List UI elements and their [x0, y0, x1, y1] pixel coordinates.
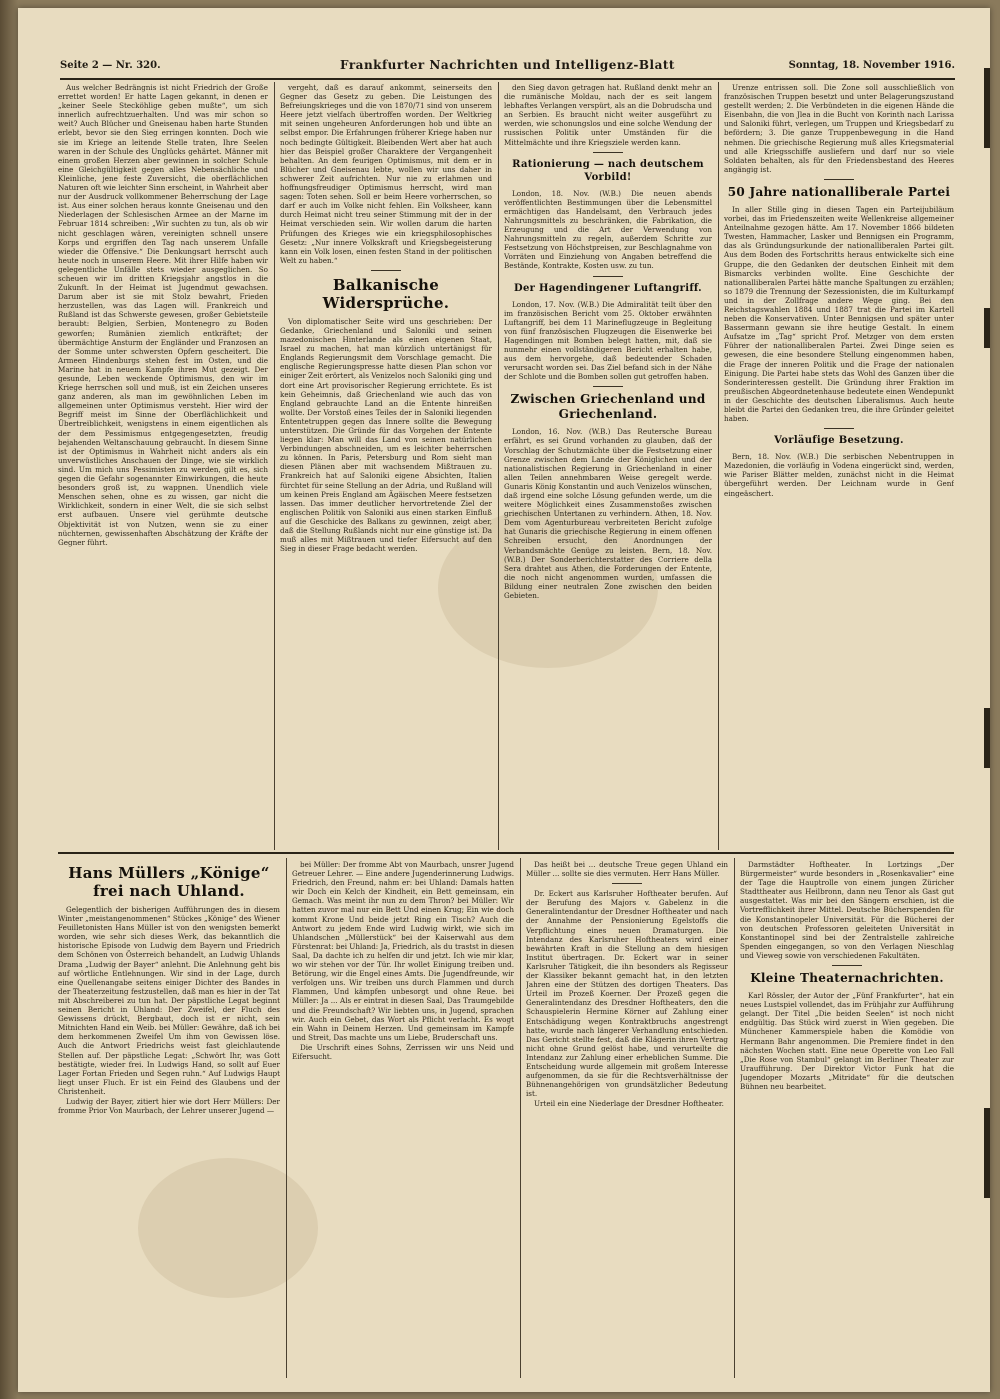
article-text: Das heißt bei ... deutsche Treue gegen Uhland ein Müller ... sollte sie dies vermuten. Herr Hans Müller. — [526, 860, 728, 879]
article-headline: Balkanische Widersprüche. — [322, 275, 450, 312]
lower-column-4 — [740, 860, 954, 1380]
article-text: Aus welcher Bedrängnis ist nicht Friedrich der Große errettet worden! Er hatte Lagen gekannt, in denen er „keiner Seele Stecköhlige geben mußte“, um sich innerlich aufrechtzuerhalten. Und was mir schon so weit? Auch Blücher und Gneisenau haben harte Stunden erlebt, bevor sie den Sieg erringen konnten. Doch wie sie im Kriege an leitende Stelle traten, Ihre Seelen waren in der Schule des Unglücks gehärtet. Männer mit einem großen Herzen aber gewinnen in solcher Schule eine Gleichgültigkeit gegen alles Nebensächliche und Kleinliche, jene feste Zuversicht, die oberflächlichen Naturen oft wie leichter Sinn erscheint, in Wahrheit aber nur der Ausdruck vollkommener Beherrschung der Lage ist. Aus einer solchen heraus konnte Gneisenau und den Niederlagen der Schlesischen Armee an der Marne im Februar 1814 schreiben: „Wir suchten zu tun, als ob wir nicht geschlagen wären, vereinigten schnell unsere Korps und ergriffen den Tag nach unserem Unfalle wieder die Offensive.“ Die Denkungsart herrscht auch heute noch in unserem Heere. Mit ihrer Hilfe haben wir gelegentliche Unfälle stets wieder ausgeglichen. So scheuen wir im dritten Kriegsjahr angstlos in die Zukunft. In der Heimat ist Jugendmut gewachsen. Darum aber ist sie mit Stolz bewahrt, Frieden herzustellen, was das Lagen will. Frankreich und Rußland ist das Schwerste gewesen, großer Gebietsteile beraubt: Belgien, Serbien, Montenegro zu Boden geworfen; Rumänien ziemlich entkräftet; der übermächtige Ansturm der Engländer und Franzosen an der Somme unter schwersten Opfern gescheitert. Die Armeen Hindenburgs stehen fest im Osten, und die Marine hat in neuem Kampfe ihren Mut gezeigt. Der gesunde, Leben weckende Optimismus, den wir im Kriege herrschen soll und muß, ist ein Zeichen unseres ganz anderen, als man im gewöhnlichen Leben im allgemeinen unter Optimismus versteht. Hier wird der Begriff meist im Sinne der Oberflächlichkeit und Übertreiblichkeit, wenigstens in einem eigentlichen als der dem Pessimismus entgegengesetzten, freudig bejahenden Weltanschauung gebraucht. In diesem Sinne ist der Optimismus in Wahrheit nicht anders als ein unverwüstliches Anschauen der Dinge, wie sie wirklich sind. Um mich uns Pessimisten zu werden, gilt es, sich gegen die Gefahr sogenannter Einwirkungen, die heute besonders groß ist, zu wappnen. Unendlich viele Menschen sehen, ohne es zu wissen, gar nicht die Wirklichkeit, sondern in einer Welt, die sie sich selbst erst aufbauen. Unsere viel gerühmte deutsche Objektivität ist von Nutzen, wenn sie zu einer nüchternen, gewissenhaften Abschätzung der Kräfte der Gegner führt. — [58, 83, 268, 547]
newspaper-page — [18, 8, 990, 1392]
separator — [612, 883, 642, 884]
separator — [593, 276, 623, 277]
article-text: Darmstädter Hoftheater. In Lortzings „Der Bürgermeister“ wurde besonders in „Rosenkavalier“ eine der Tage die Hauptrolle von einem jungen Züricher Stadttheater aus Heilbronn, dann neu Tenor als Gast gut ausgestattet. Was mir bei den Sängern erschien, ist die Vortrefflichkeit ihrer Mittel. Deutsche Bücherspenden für die Konstantinopeler Universität. Für die Bücherei der von deutschen Professoren geleiteten Universität in Konstantinopel sind bei der Zentralstelle zahlreiche Spenden eingegangen, so von den Verlagen Nieschlag und Vieweg sowie von verschiedenen Fakultäten. — [740, 860, 954, 960]
article-text: vergeht, daß es darauf ankommt, seinerseits den Gegner das Gesetz zu geben. Die Leistungen des Befreiungskrieges und die von 1870/71 sind von unserem Heere jetzt vielfach übertroffen worden. Der Weltkrieg mit seinen ungeheuren Anforderungen hob und übte an selbst empor. Die Erfahrungen früherer Kriege haben nur noch bedingte Gültigkeit. Bleibenden Wert aber hat auch hier das Beispiel großer Charaktere der Vergangenheit behalten. An dem feurigen Optimismus, mit dem er in Blücher und Gneisenau lebte, wollen wir uns daher in schwerer Zeit aufrichten. Nur nie zu erlahmen und hoffnungsfreudiger Optimismus herrscht, wird man sagen: Toten sehen. Soll er beim Heere vorherrschen, so darf er auch im Volke nicht fehlen. Ein Volksheer, kann durch Heimat nicht treu seiner Stimmung mit der in der Heimat verschieden sein. Wir wollen darum die harten Prüfungen des Krieges wie ein kriegsphilosophisches Gesetz: „Nur innere Volkskraft und Kriegsbegeisterung kann ein Volk losen, einen festen Stand in der politischen Welt zu haben.“ — [280, 83, 492, 265]
edge-mark — [984, 708, 990, 768]
lower-column-1 — [58, 860, 280, 1380]
article-text: In aller Stille ging in diesen Tagen ein Parteijubiläum vorbei, das im Friedenszeiten weite Wellenkreise allgemeiner Anteilnahme gezogen hätte. Am 17. November 1866 bildeten Twesten, Hammacher, Lasker und Bennigsen ein Programm, das als Gründungsurkunde der nationalliberalen Partei gilt. Aus dem Boden des Fortschritts heraus entwickelte sich eine Gruppe, die den Gedanken der deutschen Einheit mit dem Bismarcks verbinden wollte. Eine Geschichte der nationalliberalen Partei hätte manche Spaltungen zu erzählen; so 1879 die Trennung der Sezessionisten, die im Kulturkampf und in der Zollfrage andere Wege ging. Bei den Reichstagswahlen 1884 und 1887 trat die Partei im Kartell neben die Konservativen. Unter Bennigsen und später unter Bassermann gewann sie ihre heutige Gestalt. In einem Aufsatze im „Tag“ spricht Prof. Metzger von dem ersten Führer der nationalliberalen Partei. Zwei Dinge seien es gewesen, die eine besondere Stellung eingenommen haben, die Frage der inneren Politik und die Frage der nationalen Einigung. Die Partei habe stets das Wohl des Ganzen über die Sonderinteressen gestellt. Die Gründung ihrer Fraktion im preußischen Abgeordnetenhause bedeutete einen Wendepunkt in der Geschichte des deutschen Liberalismus. Auch heute bleibt die Partei den Gedanken treu, die ihre Gründer geleitet haben. — [724, 204, 954, 424]
article-text: den Sieg davon getragen hat. Rußland denkt mehr an die rumänische Moldau, nach der es seit langem lebhaftes Verlangen verspürt, als an die Dobrudscha und an Serbien. Es braucht nicht weiter ausgeführt zu werden, wie schonungslos und eine solche Wendung der russischen Politik unter Umständen für die Mittelmächte und ihre Kriegsziele werden kann. — [504, 83, 712, 147]
masthead-bar — [60, 58, 955, 80]
separator — [824, 179, 854, 180]
article-headline: Hans Müllers „Könige“ frei nach Uhland. — [68, 864, 270, 900]
article-text: Dr. Eckert aus Karlsruher Hoftheater berufen. Auf der Berufung des Majors v. Gabelenz in die Generalintendantur der Dresdner Hoftheater und nach der Annahme der Pensionierung Egelstoffs die Verpflichtung eines neuen Dramaturgen. Die Intendanz des Karlsruher Hoftheaters wird einer bewährten Kraft in die Stellung an dem hiesigen Institut übertragen. Dr. Eckert war in seiner Karlsruher Tätigkeit, die ihn besonders als Regisseur der Klassiker bekannt gemacht hat, in den letzten Jahren eine der Stützen des dortigen Theaters. Das Urteil im Prozeß Koerner. Der Prozeß gegen die Generalintendanz des Dresdner Hoftheaters, den die Schauspielerin Hermine Körner auf Zahlung einer Entschädigung wegen Kontraktbruchs angestrengt hatte, wurde nach längerer Verhandlung entschieden. Das Gericht stellte fest, daß die Klägerin ihren Vertrag nicht ohne Grund gelöst habe, und verurteilte die Intendanz zur Zahlung einer erheblichen Summe. Die Entscheidung wurde allgemein mit großem Interesse aufgenommen, da sie für die Rechtsverhältnisse der Bühnenangehörigen von grundsätzlicher Bedeutung ist. — [526, 889, 728, 1099]
article-headline: Vorläufige Besetzung. — [774, 435, 904, 447]
article-text: Von diplomatischer Seite wird uns geschrieben: Der Gedanke, Griechenland und Saloniki und seinen mazedonischen Hinterlande als einen eigenen Staat, Israel zu machen, hat man kürzlich untertänigst für Englands Regierungsmit dem Vorschlage gemacht. Die englische Regierungspresse hatte diesen Plan schon vor einiger Zeit erörtert, als Venizelos noch Saloniki ging und dort eine Art provisorischer Regierung errichtete. Es ist kein Geheimnis, daß Griechenland wie auch das von England gebrauchte Land an die Entente hinreißen wollte. Der Vorstoß eines Teiles der in Saloniki liegenden Ententetruppen gegen das Innere sollte die Bewegung unterstützen. Die Gründe für das Vorgehen der Entente liegen klar: Man will das Land von seinen natürlichen Verbindungen abschneiden, um es leichter beherrschen zu können. In Paris, Petersburg und Rom sieht man diesen Plänen aber mit wachsendem Mißtrauen zu. Frankreich hat auf Saloniki eigene Absichten, Italien fürchtet für seine Stellung an der Adria, und Rußland will um keinen Preis England am Ägäischen Meere festsetzen lassen. Das immer deutlicher hervortretende Ziel der englischen Politik von Saloniki aus einen starken Einfluß auf die Geschicke des Balkans zu gewinnen, zeigt aber, daß die Stellung Rußlands nicht nur eine günstige ist. Da muß alles mit Mißtrauen und tiefer Eifersucht auf den Sieg in dieser Frage bedacht werden. — [280, 316, 492, 554]
article-headline: Zwischen Griechenland und Griechenland. — [510, 392, 706, 422]
article-headline: Rationierung — nach deutschem Vorbild! — [512, 158, 704, 183]
column-rule — [734, 858, 735, 1378]
column-rule — [498, 82, 499, 850]
article-text: London, 16. Nov. (W.B.) Das Reutersche Bureau erfährt, es sei Grund vorhanden zu glauben, daß der Vorschlag der Schutzmächte über die Festsetzung einer Grenze zwischen dem Lande der Königlichen und der nationalistischen Regierung in Griechenland in einer allen Teilen annehmbaren Weise geregelt werde. Gunaris König Konstantin und auch Venizelos wünschen, daß irgend eine solche Lösung gefunden werde, um die weitere Möglichkeit eines Zusammenstoßes zwischen griechischen Untertanen zu verhindern. Athen, 18. Nov. Dem vom Agenturbureau verbreiteten Bericht zufolge hat Gunaris die griechische Regierung in einem offenen Schreiben ersucht, den Anordnungen der Verbandsmächte Genüge zu leisten. Bern, 18. Nov. (W.B.) Der Sonderberichterstatter des Corriere della Sera drahtet aus Athen, die Forderungen der Entente, die noch nicht angenommen wurden, umfassen die Bildung einer neutralen Zone zwischen den beiden Gebieten. — [504, 427, 712, 601]
article-text: Urteil ein eine Niederlage der Dresdner Hoftheater. — [534, 1099, 724, 1109]
column-4 — [724, 83, 954, 848]
separator — [824, 428, 854, 429]
page-binding-edge — [0, 0, 18, 1399]
article-text: London, 18. Nov. (W.B.) Die neuen abends veröffentlichten Bestimmungen über die Lebensmittel ermächtigen das Handelsamt, den Verbrauch jedes Nahrungsmittels zu beschränken, die Fabrikation, die Erzeugung und die Art der Verwendung von Nahrungsmitteln zu regeln, außerdem Schritte zur Festsetzung von Höchstpreisen, zur Beschlagnahme von Vorräten und Einziehung von Angaben betreffend die Bestände, Kontrakte, Kosten usw. zu tun. — [504, 188, 712, 271]
column-rule — [520, 858, 521, 1378]
article-text: Ludwig der Bayer, zitiert hier wie dort Herr Müllers: Der fromme Prior Von Maurbach, der Lehrer unserer Jugend — — [58, 1096, 280, 1116]
separator — [832, 965, 862, 966]
article-text: Karl Rössler, der Autor der „Fünf Frankfurter“, hat ein neues Lustspiel vollendet, das im Frühjahr zur Aufführung gelangt. Der Titel „Die beiden Seelen“ ist noch nicht endgültig. Das Stück wird zuerst in Wien gegeben. Die Münchener Kammerspiele haben die Komödie von Hermann Bahr angenommen. Die Premiere findet in den nächsten Wochen statt. Eine neue Operette von Leo Fall „Die Rose von Stambul“ gelangt im Berliner Theater zur Uraufführung. Der Direktor Victor Funk hat die Jugendoper Mozarts „Mitridate“ für die deutschen Bühnen neu bearbeitet. — [740, 991, 954, 1091]
newspaper-title: Frankfurter Nachrichten und Intelligenz-Blatt — [340, 58, 675, 72]
separator — [371, 270, 401, 271]
issue-date: Sonntag, 18. November 1916. — [788, 60, 955, 71]
lower-column-3 — [526, 860, 728, 1380]
article-headline: 50 Jahre nationalliberale Partei — [727, 184, 951, 199]
article-text: Urenze entrissen soll. Die Zone soll ausschließlich von französischen Truppen besetzt und unter Belagerungszustand gestellt werden; 2. Die Verbündeten in die eigenen Hände die Eisenbahn, die von Jlea in die Bucht von Korinth nach Larissa und Saloniki führt, verlegen, um Truppen und Kriegsbedarf zu befördern; 3. Die ganze Truppenbewegung in die Hand nehmen. Die griechische Regierung muß alles Kriegsmaterial und alle Kriegsschiffe ausliefern und darf nur so viele Soldaten behalten, als für den Friedensbestand des Heeres angängig ist. — [724, 83, 954, 174]
column-rule — [286, 858, 287, 1378]
article-text: bei Müller: Der fromme Abt von Maurbach, unsrer Jugend Getreuer Lehrer. — Eine andere Jugenderinnerung Ludwigs. Friedrich, den Freund, nahm er: bei Uhland: Damals hatten wir Doch ein Kelch der Kindheit, ein Bett gemeinsam, ein Gemach. Was meint ihr nun zu dem Thron? bei Müller: Wir hatten zuvor mal nur ein Bett Und einen Krug; Ein wie doch kommt Krone Und beide jetzt Ring ein Tisch? Auch die Antwort zu jedem Ende wird Ludwig wirkt, wie sich im Uhlandschen „Müllerstück“ bei der Kaiserwahl aus dem Fürstenrat: bei Uhland: Ja, Friedrich, als du trastst in diesen Saal, Da dachte ich zu helfen dir und jetzt. Ich wie mir klar, wo wir stehen vor der Tür. Ihr wollet Einigung treiben und. Betörung, wir die Engel eines Amts. Die Jugendfreunde, wir verfolgen uns. Wir treiben uns durch Flammen und durch Flammen, Und kämpfen unbesorgt und ohne Reue. bei Müller: Ja ... Als er eintrat in diesen Saal, Das Traumgebilde und die Freundschaft? Wir liebten uns, in Jugend, sprachen wir. Auch ein Gebet, das Wort als Pflicht verlacht. Es wogt ein Wahn in Deinem Herzen. Und gemeinsam im Kampfe und Streit, Das machte uns um Liebe, Bruderschaft uns. — [292, 860, 514, 1042]
column-2 — [280, 83, 492, 848]
lower-column-2 — [292, 860, 514, 1380]
column-1 — [58, 83, 268, 848]
section-divider — [58, 852, 954, 854]
edge-mark — [984, 1108, 990, 1198]
separator — [593, 152, 623, 153]
separator — [593, 386, 623, 387]
article-text: Gelegentlich der bisherigen Aufführungen des in diesem Winter „meistangenommenen“ Stückes „Könige“ des Wiener Feuilletonisten Hans Müller ist von den wenigsten bemerkt worden, wie sehr sich dieses Werk, das bekanntlich die historische Episode von Ludwig dem Bayern und Friedrich dem Schönen von Österreich behandelt, an Ludwig Uhlands Drama „Ludwig der Bayer“ anlehnt. Die Anlehnung geht bis auf wörtliche Entlehnungen. Wir sind in der Lage, durch eine Quellenangabe seitens einiger Dichter des Bandes in der Theaterzeitung festzustellen, daß man es hier in der Tat mit Abschreiberei zu tun hat. Der päpstliche Legat beginnt seinen Bericht in Uhland: Der Zweifel, der Fluch des Gewissens drückt, Bergbaut, doch ist er nicht, sein Mitnichten Hand ein Weib. bei Müller: Gewähre, daß ich bei dem herkommenen Zweifel Um ihm von Gewissen löse. Auch die Antwort Friedrichs weist fast gleichlautende Stellen auf. Der päpstliche Legat: „Schwört Ihr, was Gott bestätigte, wieder frei. In Ludwigs Hand, so sollt auf Euer Lager Fortan Frieden und Segen ruhn.“ Auf Ludwigs Haupt liegt unser Fluch. Er ist ein Feind des Glaubens und der Christenheit. — [58, 905, 280, 1096]
article-text: Bern, 18. Nov. (W.B.) Die serbischen Nebentruppen in Mazedonien, die vorläufig in Vodena eingerückt sind, werden, wie Pariser Blätter melden, zunächst nicht in die Heimat übergeführt werden. Der Leichnam wurde in Genf eingeäschert. — [724, 452, 954, 498]
article-text: London, 17. Nov. (W.B.) Die Admiralität teilt über den im französischen Bericht vom 25. Oktober erwähnten Luftangriff, bei dem 11 Marineflugzeuge in Begleitung von fünf französischen Flugzeugen die Eisenwerke bei Hagendingen mit Bomben belegt hatten, mit, daß sie nunmehr einen vollständigeren Bericht erhalten habe, aus dem hervorgehe, daß bedeutender Schaden verursacht worden sei. Das Ziel befand sich in der Nähe der Schlote und die Bomben sollen gut getroffen haben. — [504, 299, 712, 382]
article-headline: Kleine Theaternachrichten. — [750, 971, 944, 986]
article-headline: Der Hagendingener Luftangriff. — [514, 282, 702, 294]
column-rule — [274, 82, 275, 850]
edge-mark — [984, 68, 990, 148]
column-rule — [718, 82, 719, 850]
column-3 — [504, 83, 712, 848]
edge-mark — [984, 308, 990, 348]
article-text: Die Urschrift eines Sohns, Zerrissen wir uns Neid und Eifersucht. — [292, 1042, 514, 1061]
page-number: Seite 2 — Nr. 320. — [60, 60, 161, 71]
